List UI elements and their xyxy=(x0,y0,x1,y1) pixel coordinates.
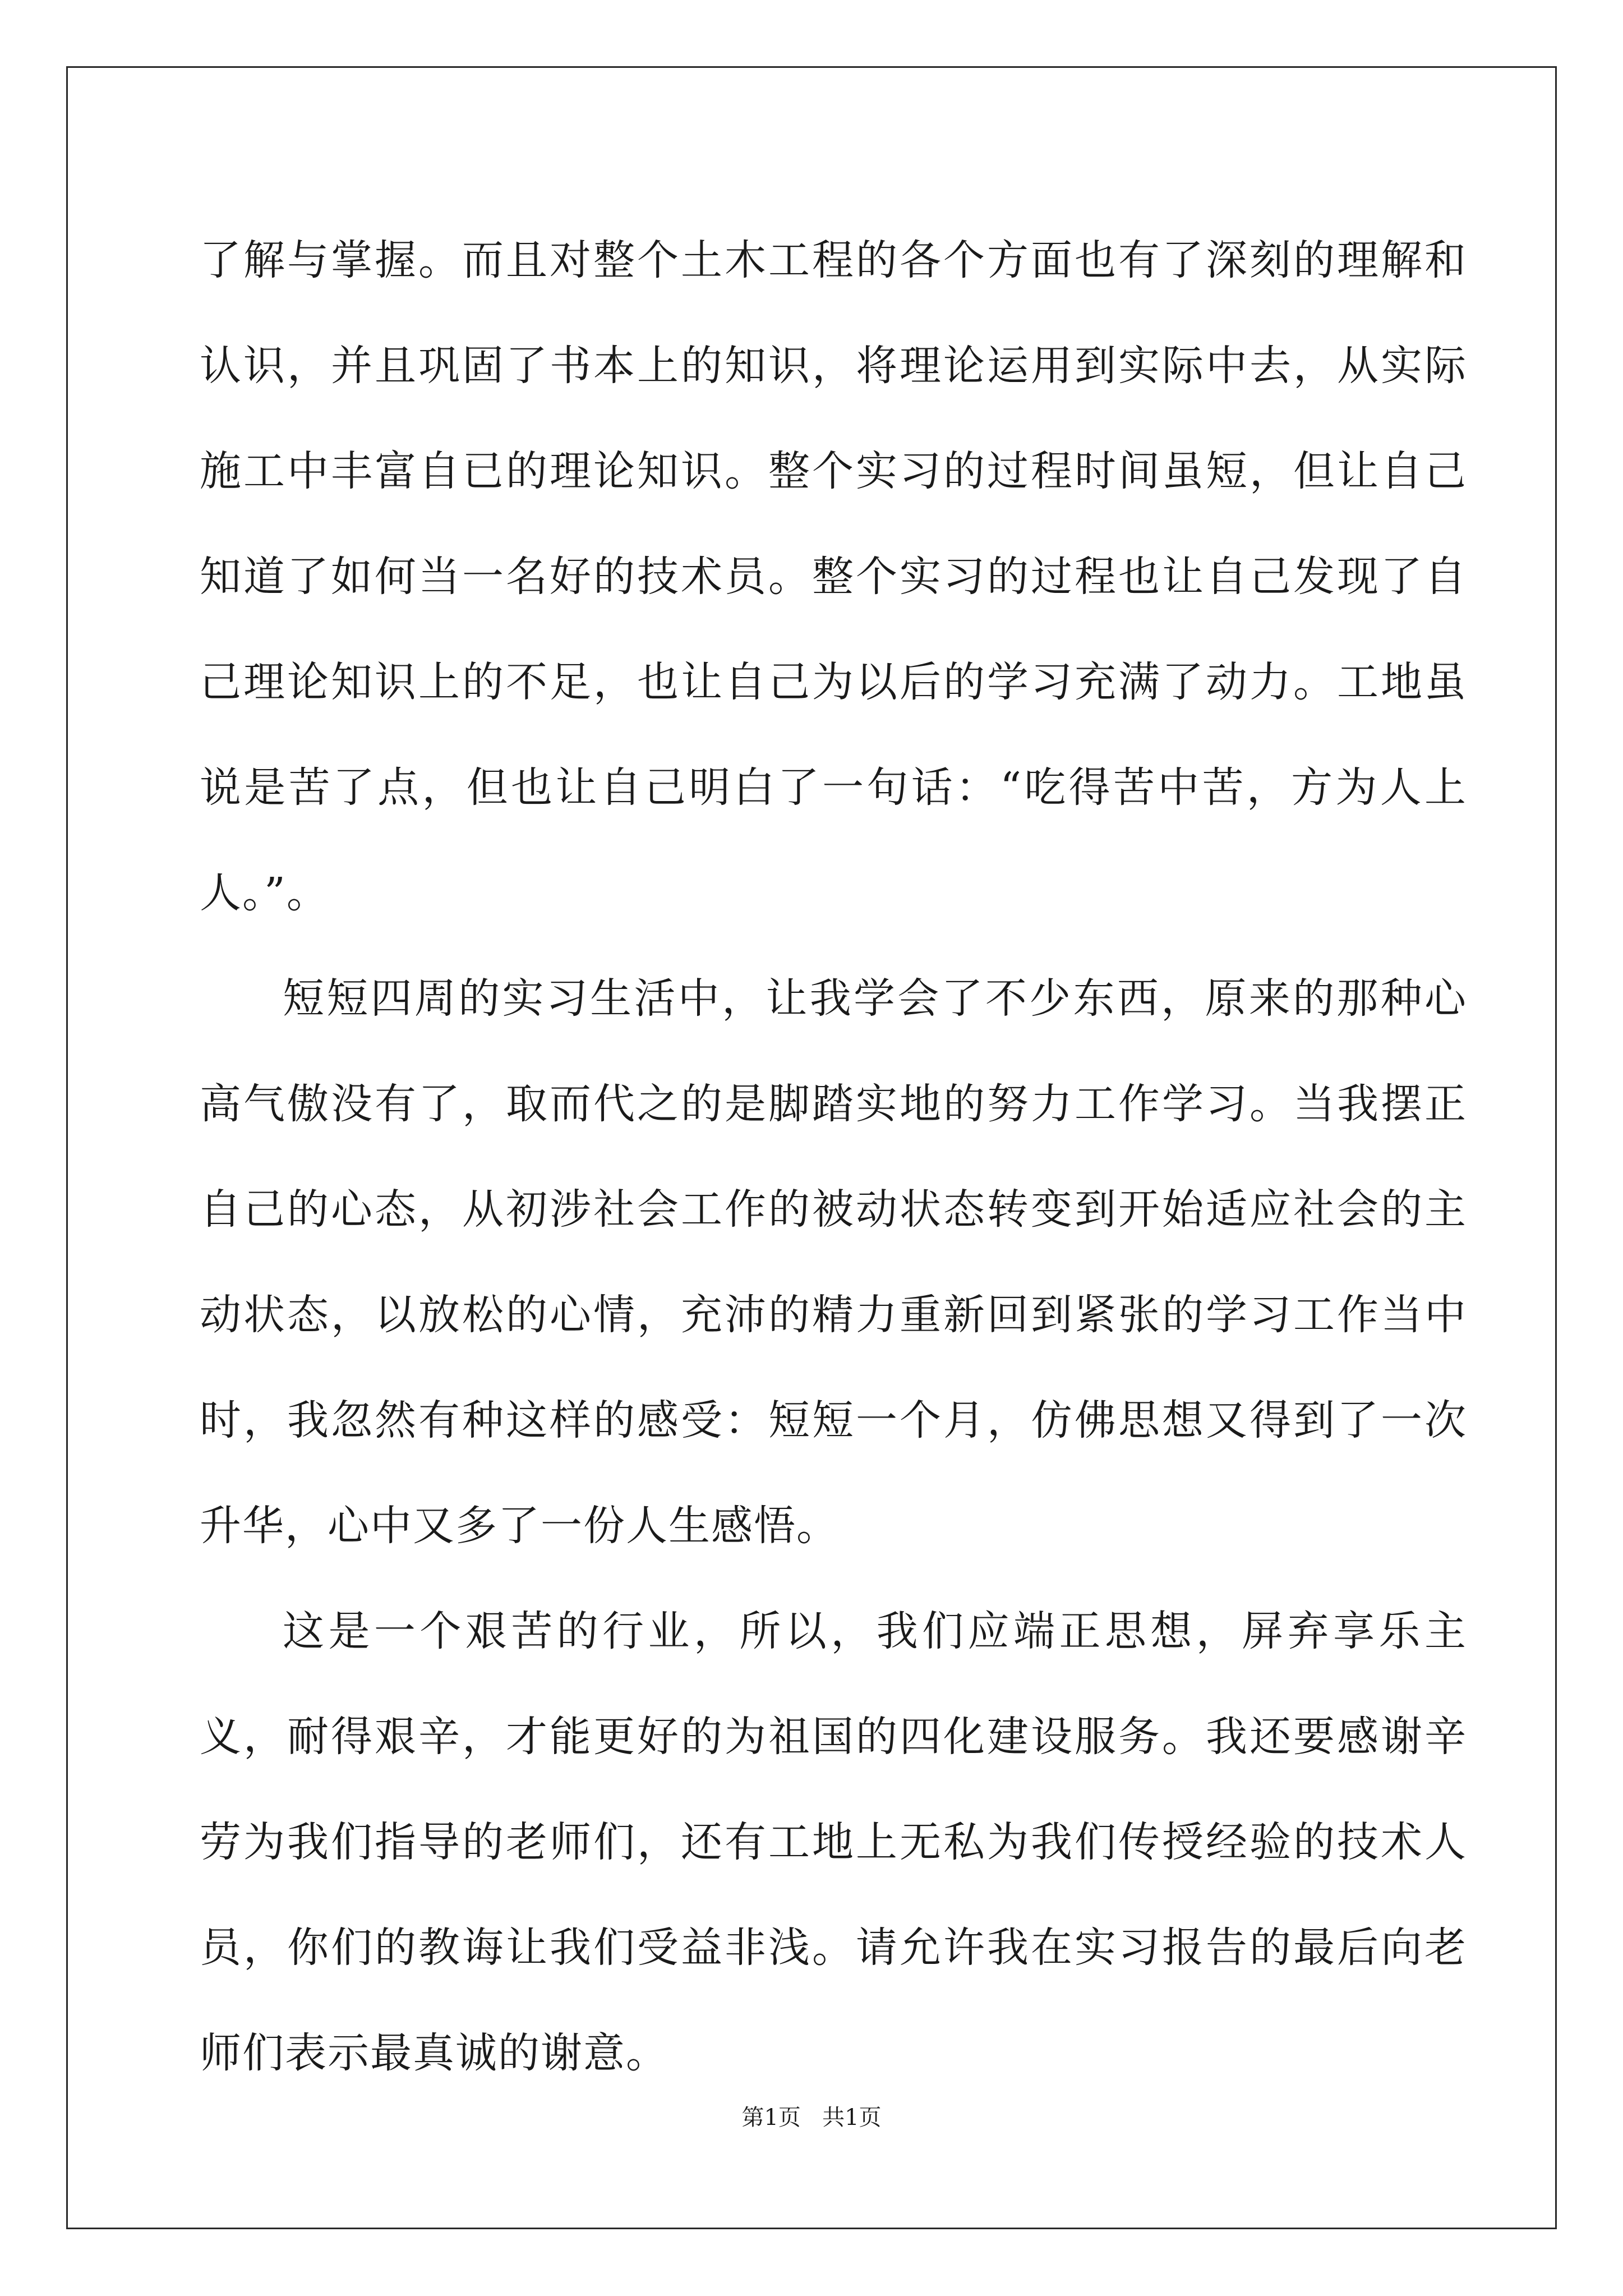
paragraph-2: 短短四周的实习生活中，让我学会了不少东西，原来的那种心高气傲没有了，取而代之的是脚踏实地的努力工作学习。当我摆正自己的心态，从初涉社会工作的被动状态转变到开始适应社会的主动状态，以放松的心情，充沛的精力重新回到紧张的学习工作当中时，我忽然有种这样的感受：短短一个月，仿佛思想又得到了一次升华，心中又多了一份人生感悟。 xyxy=(200,974,1467,1550)
footer-separator xyxy=(801,2105,822,2131)
document-body xyxy=(200,208,1467,2106)
page-number: 第1页 xyxy=(741,2105,801,2131)
total-pages: 共1页 xyxy=(822,2105,882,2131)
paragraph-1: 了解与掌握。而且对整个土木工程的各个方面也有了深刻的理解和认识，并且巩固了书本上的知识，将理论运用到实际中去，从实际施工中丰富自已的理论知识。整个实习的过程时间虽短，但让自己知道了如何当一名好的技术员。整个实习的过程也让自己发现了自己理论知识上的不足，也让自己为以后的学习充满了动力。工地虽说是苦了点，但也让自己明白了一句话：“吃得苦中苦，方为人上人。”。 xyxy=(200,236,1467,917)
paragraph-3: 这是一个艰苦的行业，所以，我们应端正思想，屏弃享乐主义，耐得艰辛，才能更好的为祖国的四化建设服务。我还要感谢辛劳为我们指导的老师们，还有工地上无私为我们传授经验的技术人员，你们的教诲让我们受益非浅。请允许我在实习报告的最后向老师们表示最真诚的谢意。 xyxy=(200,1607,1467,2077)
page-footer xyxy=(0,2104,1623,2132)
